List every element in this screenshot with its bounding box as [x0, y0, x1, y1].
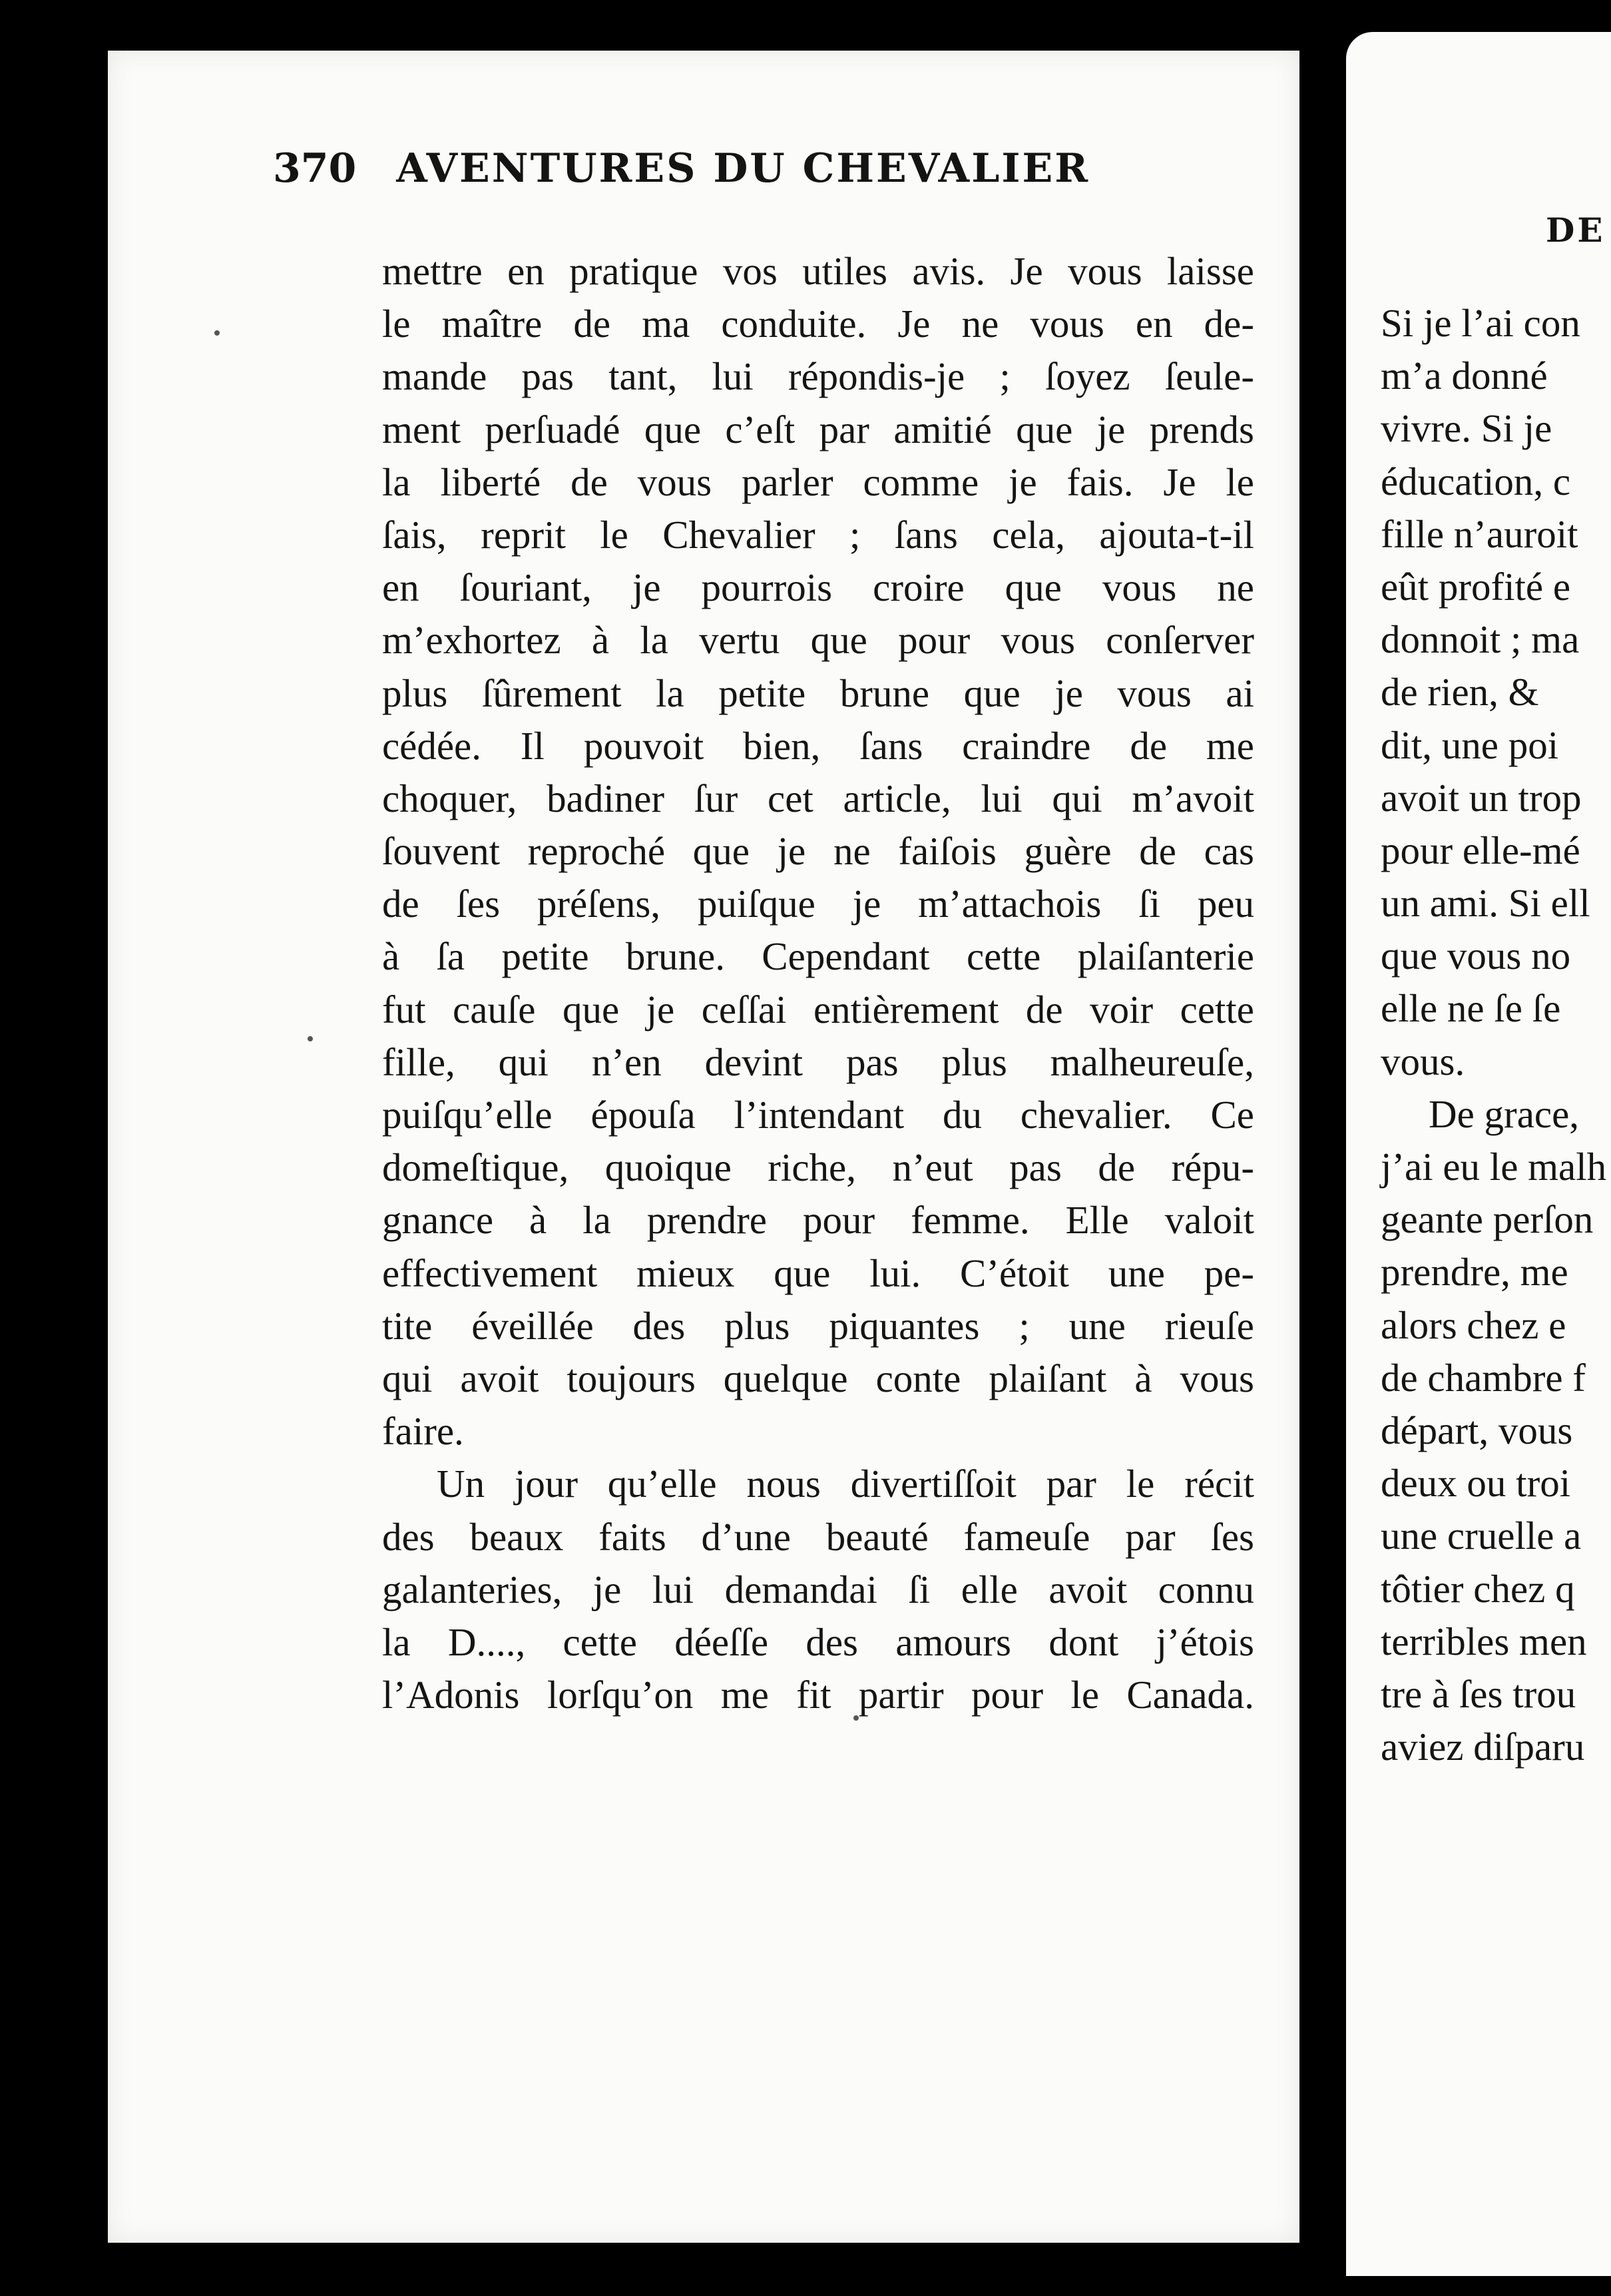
- right-page-text: [1381, 297, 1611, 1773]
- text-line: de rien, &: [1381, 670, 1539, 715]
- text-line: que vous no: [1381, 934, 1571, 978]
- text-line: alors chez e: [1381, 1302, 1566, 1347]
- left-page-text: [382, 245, 1254, 1721]
- text-line: tôtier chez q: [1381, 1566, 1575, 1611]
- running-title: AVENTURES DU CHEVALIER: [396, 145, 1090, 192]
- text-line: de ſes préſens, puiſque je m’attachois ſi peu: [382, 882, 1254, 926]
- text-line: avoit un trop: [1381, 775, 1582, 820]
- text-line: dit, une poi: [1381, 722, 1559, 767]
- paper-speck: [308, 1036, 313, 1041]
- text-line: deux ou troi: [1381, 1461, 1571, 1506]
- paper-speck: [214, 330, 220, 336]
- text-line: à ſa petite brune. Cependant cette plaiſanterie: [382, 934, 1254, 979]
- text-line: une cruelle a: [1381, 1514, 1582, 1558]
- text-line: le maître de ma conduite. Je ne vous en de-: [382, 302, 1254, 346]
- text-line: en ſouriant, je pourrois croire que vous ne: [382, 565, 1254, 610]
- text-line: donnoit ; ma: [1381, 617, 1580, 662]
- text-line: choquer, badiner ſur cet article, lui qui m’avoit: [382, 776, 1254, 820]
- text-line: faire.: [382, 1409, 464, 1454]
- text-line: vivre. Si je: [1381, 406, 1552, 451]
- text-line: mande pas tant, lui répondis-je ; ſoyez ſeule-: [382, 354, 1254, 399]
- text-line: des beaux faits d’une beauté fameuſe par ſes: [382, 1514, 1254, 1559]
- text-line: de chambre f: [1381, 1355, 1586, 1400]
- text-line: j’ai eu le malh: [1381, 1145, 1607, 1189]
- text-line: départ, vous: [1381, 1408, 1573, 1452]
- text-line: terribles men: [1381, 1619, 1587, 1663]
- left-running-head: [273, 145, 1090, 192]
- text-line: Un jour qu’elle nous divertiſſoit par le récit: [437, 1462, 1254, 1506]
- text-line: fut cauſe que je ceſſai entièrement de voir cette: [382, 987, 1254, 1031]
- text-line: vous.: [1381, 1039, 1465, 1083]
- text-line: De grace,: [1429, 1091, 1580, 1136]
- text-line: fille, qui n’en devint pas plus malheureuſe,: [382, 1039, 1254, 1084]
- text-line: ſais, reprit le Chevalier ; ſans cela, ajouta-t-il: [382, 512, 1254, 557]
- text-line: elle ne ſe ſe: [1381, 986, 1561, 1031]
- text-line: eût profité e: [1381, 564, 1571, 609]
- text-line: qui avoit toujours quelque conte plaiſant à vous: [382, 1356, 1254, 1400]
- text-line: effectivement mieux que lui. C’étoit une pe-: [382, 1251, 1254, 1295]
- text-line: tite éveillée des plus piquantes ; une rieuſe: [382, 1303, 1254, 1348]
- text-line: ment perſuadé que c’eſt par amitié que je prends: [382, 407, 1254, 451]
- text-line: un ami. Si ell: [1381, 881, 1590, 926]
- text-line: Si je l’ai con: [1381, 301, 1580, 345]
- text-line: domeſtique, quoique riche, n’eut pas de répu-: [382, 1145, 1254, 1190]
- right-page: [1346, 32, 1611, 2276]
- page-number: 370: [273, 145, 357, 192]
- right-running-head: DE: [1546, 210, 1606, 250]
- text-line: ſouvent reproché que je ne faiſois guère de cas: [382, 829, 1254, 874]
- text-line: gnance à la prendre pour femme. Elle valoit: [382, 1198, 1254, 1243]
- text-line: la liberté de vous parler comme je fais. Je le: [382, 459, 1254, 504]
- text-line: tre à ſes trou: [1381, 1671, 1576, 1716]
- text-line: prendre, me: [1381, 1250, 1568, 1294]
- text-line: cédée. Il pouvoit bien, ſans craindre de me: [382, 723, 1254, 768]
- text-line: fille n’auroit: [1381, 511, 1578, 556]
- text-line: la D...., cette déeſſe des amours dont j’étois: [382, 1619, 1254, 1664]
- text-line: puiſqu’elle épouſa l’intendant du chevalier. Ce: [382, 1093, 1254, 1137]
- text-line: aviez diſparu: [1381, 1725, 1585, 1769]
- text-line: m’a donné: [1381, 354, 1548, 398]
- text-line: geante perſon: [1381, 1197, 1594, 1242]
- text-line: mettre en pratique vos utiles avis. Je vous laisse: [382, 249, 1254, 293]
- text-line: plus ſûrement la petite brune que je vous ai: [382, 671, 1254, 715]
- text-line: l’Adonis lorſqu’on me fit partir pour le Canada.: [382, 1673, 1254, 1717]
- text-line: m’exhortez à la vertu que pour vous conſerver: [382, 618, 1254, 663]
- text-line: galanteries, je lui demandai ſi elle avoit connu: [382, 1567, 1254, 1611]
- text-line: pour elle-mé: [1381, 828, 1580, 872]
- text-line: éducation, c: [1381, 459, 1571, 503]
